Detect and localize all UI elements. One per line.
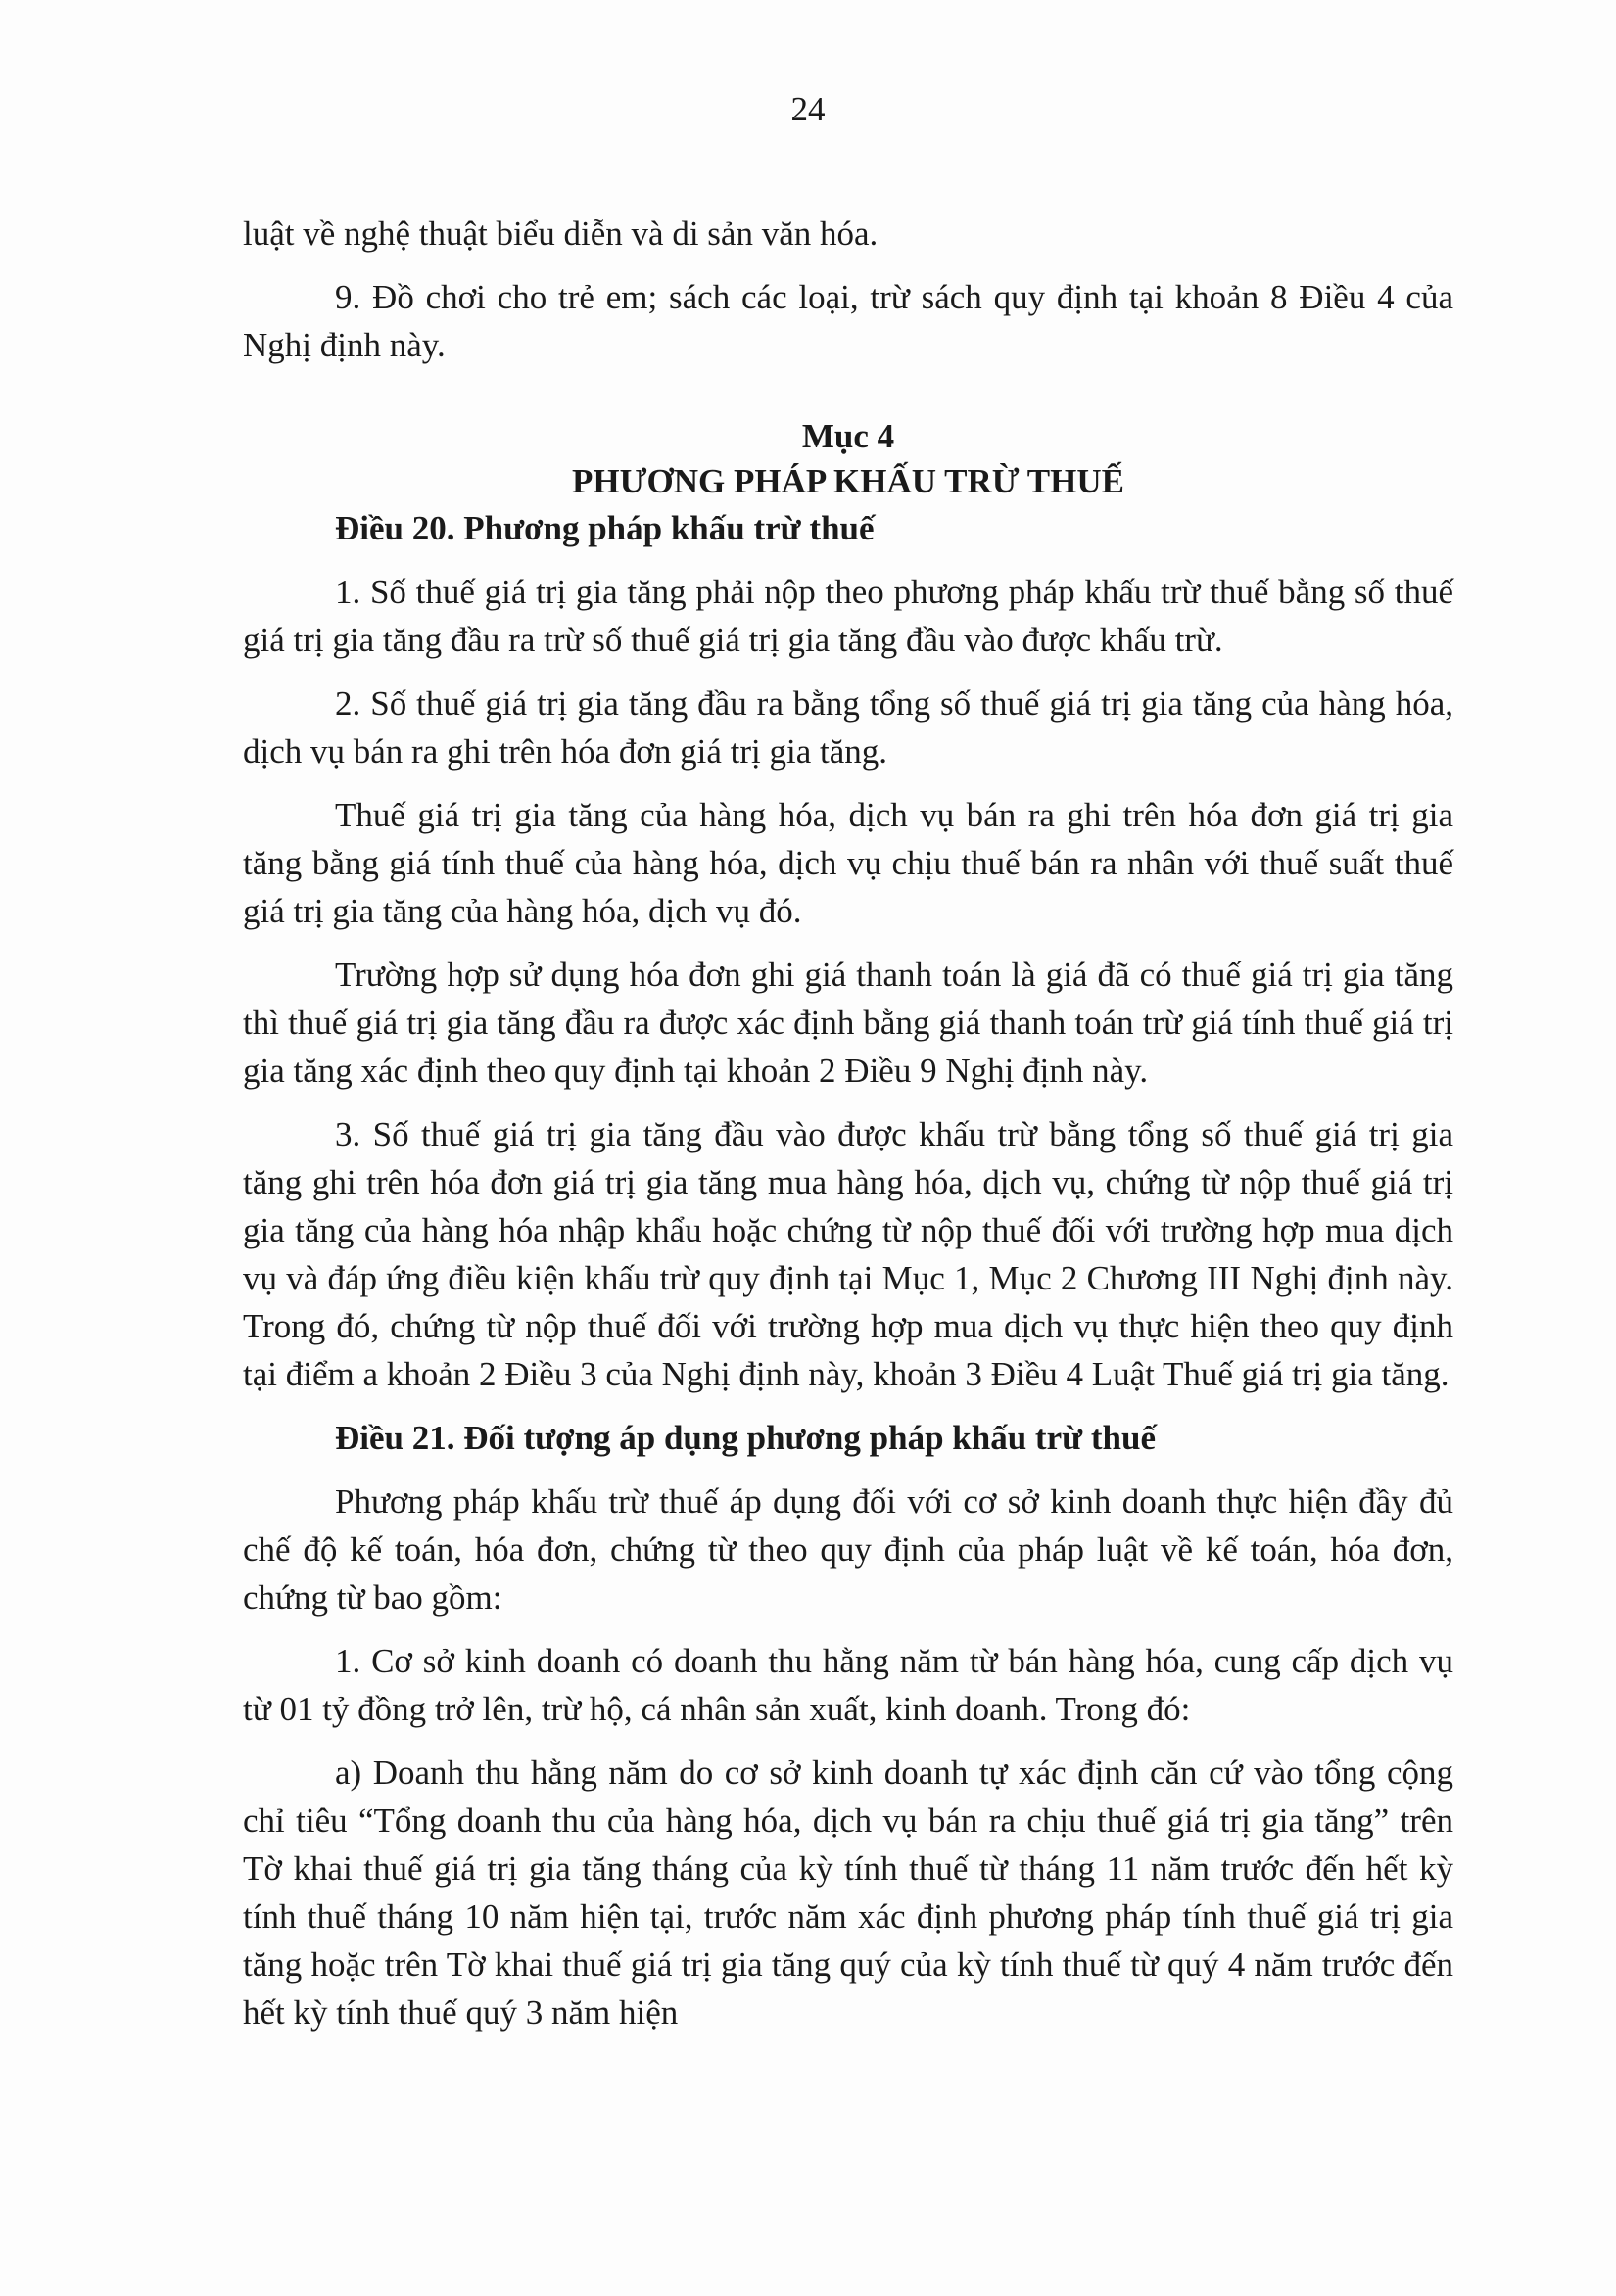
page-body [243,210,1453,2052]
article-21-paragraph: a) Doanh thu hằng năm do cơ sở kinh doanh tự xác định căn cứ vào tổng cộng chỉ tiêu “Tổng doanh thu của hàng hóa, dịch vụ bán ra chịu thuế giá trị gia tăng” trên Tờ khai thuế giá trị gia tăng tháng của kỳ tính thuế từ tháng 11 năm trước đến hết kỳ tính thuế tháng 10 năm hiện tại, trước năm xác định phương pháp tính thuế giá trị gia tăng hoặc trên Tờ khai thuế giá trị gia tăng quý của kỳ tính thuế từ quý 4 năm trước đến hết kỳ tính thuế quý 3 năm hiện [243,1754,1453,2032]
article-21-title: Điều 21. Đối tượng áp dụng phương pháp khấu trừ thuế [335,1419,1157,1457]
page-number: 24 [790,90,826,128]
article-20-title: Điều 20. Phương pháp khấu trừ thuế [335,509,875,547]
paragraph-continuation: luật về nghệ thuật biểu diễn và di sản văn hóa. [243,214,879,253]
article-20-paragraph: 3. Số thuế giá trị gia tăng đầu vào được khấu trừ bằng tổng số thuế giá trị gia tăng ghi trên hóa đơn giá trị gia tăng mua hàng hóa, dịch vụ, chứng từ nộp thuế giá trị gia tăng của hàng hóa nhập khẩu hoặc chứng từ nộp thuế đối với trường hợp mua dịch vụ và đáp ứng điều kiện khấu trừ quy định tại Mục 1, Mục 2 Chương III Nghị định này. Trong đó, chứng từ nộp thuế đối với trường hợp mua dịch vụ thực hiện theo quy định tại điểm a khoản 2 Điều 3 của Nghị định này, khoản 3 Điều 4 Luật Thuế giá trị gia tăng. [243,1115,1453,1393]
section-label: Mục 4 [801,417,895,455]
article-20-paragraph: 2. Số thuế giá trị gia tăng đầu ra bằng tổng số thuế giá trị gia tăng của hàng hóa, dịch vụ bán ra ghi trên hóa đơn giá trị gia tăng. [243,684,1453,771]
article-21-paragraph: Phương pháp khấu trừ thuế áp dụng đối với cơ sở kinh doanh thực hiện đầy đủ chế độ kế toán, hóa đơn, chứng từ theo quy định của pháp luật về kế toán, hóa đơn, chứng từ bao gồm: [243,1482,1453,1617]
article-21-paragraph: 1. Cơ sở kinh doanh có doanh thu hằng năm từ bán hàng hóa, cung cấp dịch vụ từ 01 tỷ đồng trở lên, trừ hộ, cá nhân sản xuất, kinh doanh. Trong đó: [243,1642,1453,1728]
article-20-paragraph: Trường hợp sử dụng hóa đơn ghi giá thanh toán là giá đã có thuế giá trị gia tăng thì thuế giá trị gia tăng đầu ra được xác định bằng giá thanh toán trừ giá tính thuế giá trị gia tăng xác định theo quy định tại khoản 2 Điều 9 Nghị định này. [243,956,1453,1090]
paragraph-item-9: 9. Đồ chơi cho trẻ em; sách các loại, trừ sách quy định tại khoản 8 Điều 4 của Nghị định này. [243,278,1453,364]
article-20-paragraph: Thuế giá trị gia tăng của hàng hóa, dịch vụ bán ra ghi trên hóa đơn giá trị gia tăng bằng giá tính thuế của hàng hóa, dịch vụ chịu thuế bán ra nhân với thuế suất thuế giá trị gia tăng của hàng hóa, dịch vụ đó. [243,796,1453,930]
section-heading [243,414,1453,504]
section-title: PHƯƠNG PHÁP KHẤU TRỪ THUẾ [572,462,1124,500]
article-20-paragraph: 1. Số thuế giá trị gia tăng phải nộp theo phương pháp khấu trừ thuế bằng số thuế giá trị gia tăng đầu ra trừ số thuế giá trị gia tăng đầu vào được khấu trừ. [243,573,1453,659]
